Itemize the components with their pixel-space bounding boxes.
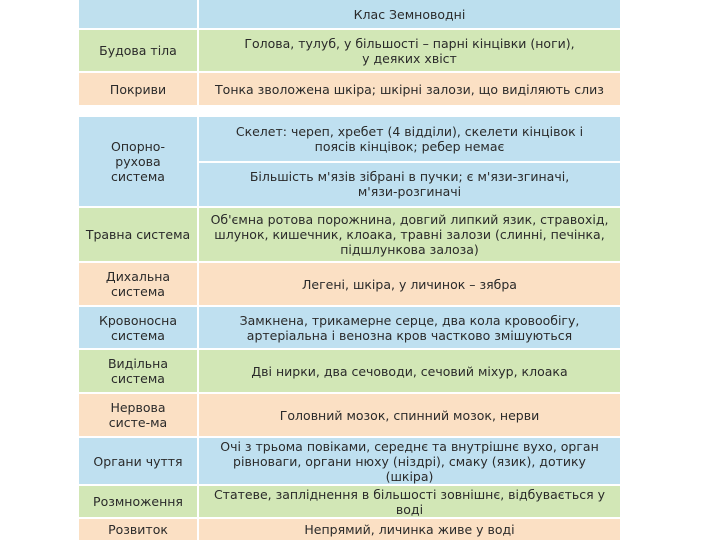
row-label-nervous: Нервова систе-ма: [79, 394, 199, 438]
row-label-excretory: Видільна система: [79, 350, 199, 394]
row-value-digestive: Об'ємна ротова порожнина, довгий липкий язик, стравохід, шлунок, кишечник, клоака, травні залози (слинні, печінка, підшлункова залоза): [199, 208, 620, 263]
row-value-integument: Тонка зволожена шкіра; шкірні залози, що виділяють слиз: [199, 73, 620, 107]
header-label-cell: [79, 0, 199, 30]
row-label-musculoskeletal: Опорно-рухова система: [79, 117, 199, 208]
row-value-nervous: Головний мозок, спинний мозок, нерви: [199, 394, 620, 438]
row-value-development: Непрямий, личинка живе у воді: [199, 519, 620, 540]
row-label-senses: Органи чуття: [79, 438, 199, 486]
row-value-senses: Очі з трьома повіками, середнє та внутрішнє вухо, орган рівноваги, органи нюху (ніздрі), смаку (язик), дотику (шкіра): [199, 438, 620, 486]
row-value-reproduction: Статеве, запліднення в більшості зовнішнє, відбувається у воді: [199, 486, 620, 519]
row-value-skeleton: Скелет: череп, хребет (4 відділи), скелети кінцівок і поясів кінцівок; ребер немає: [199, 117, 620, 163]
row-value-body-structure: Голова, тулуб, у більшості – парні кінцівки (ноги), у деяких хвіст: [199, 30, 620, 73]
row-value-excretory: Дві нирки, два сечоводи, сечовий міхур, клоака: [199, 350, 620, 394]
row-label-body-structure: Будова тіла: [79, 30, 199, 73]
amphibian-table-top: [79, 0, 620, 107]
row-label-digestive: Травна система: [79, 208, 199, 263]
row-values-musculoskeletal: [199, 117, 620, 208]
row-value-muscles: Більшість м'язів зібрані в пучки; є м'язи-згиначі, м'язи-розгиначі: [199, 163, 620, 209]
row-value-circulatory: Замкнена, трикамерне серце, два кола кровообігу, артеріальна і венозна кров частково змішуються: [199, 307, 620, 350]
row-label-circulatory: Кровоносна система: [79, 307, 199, 350]
class-title: Клас Земноводні: [199, 0, 620, 30]
row-label-reproduction: Розмноження: [79, 486, 199, 519]
row-label-integument: Покриви: [79, 73, 199, 107]
row-label-respiratory: Дихальна система: [79, 263, 199, 307]
amphibian-table-systems: [79, 117, 620, 540]
row-value-respiratory: Легені, шкіра, у личинок – зябра: [199, 263, 620, 307]
row-label-development: Розвиток: [79, 519, 199, 540]
